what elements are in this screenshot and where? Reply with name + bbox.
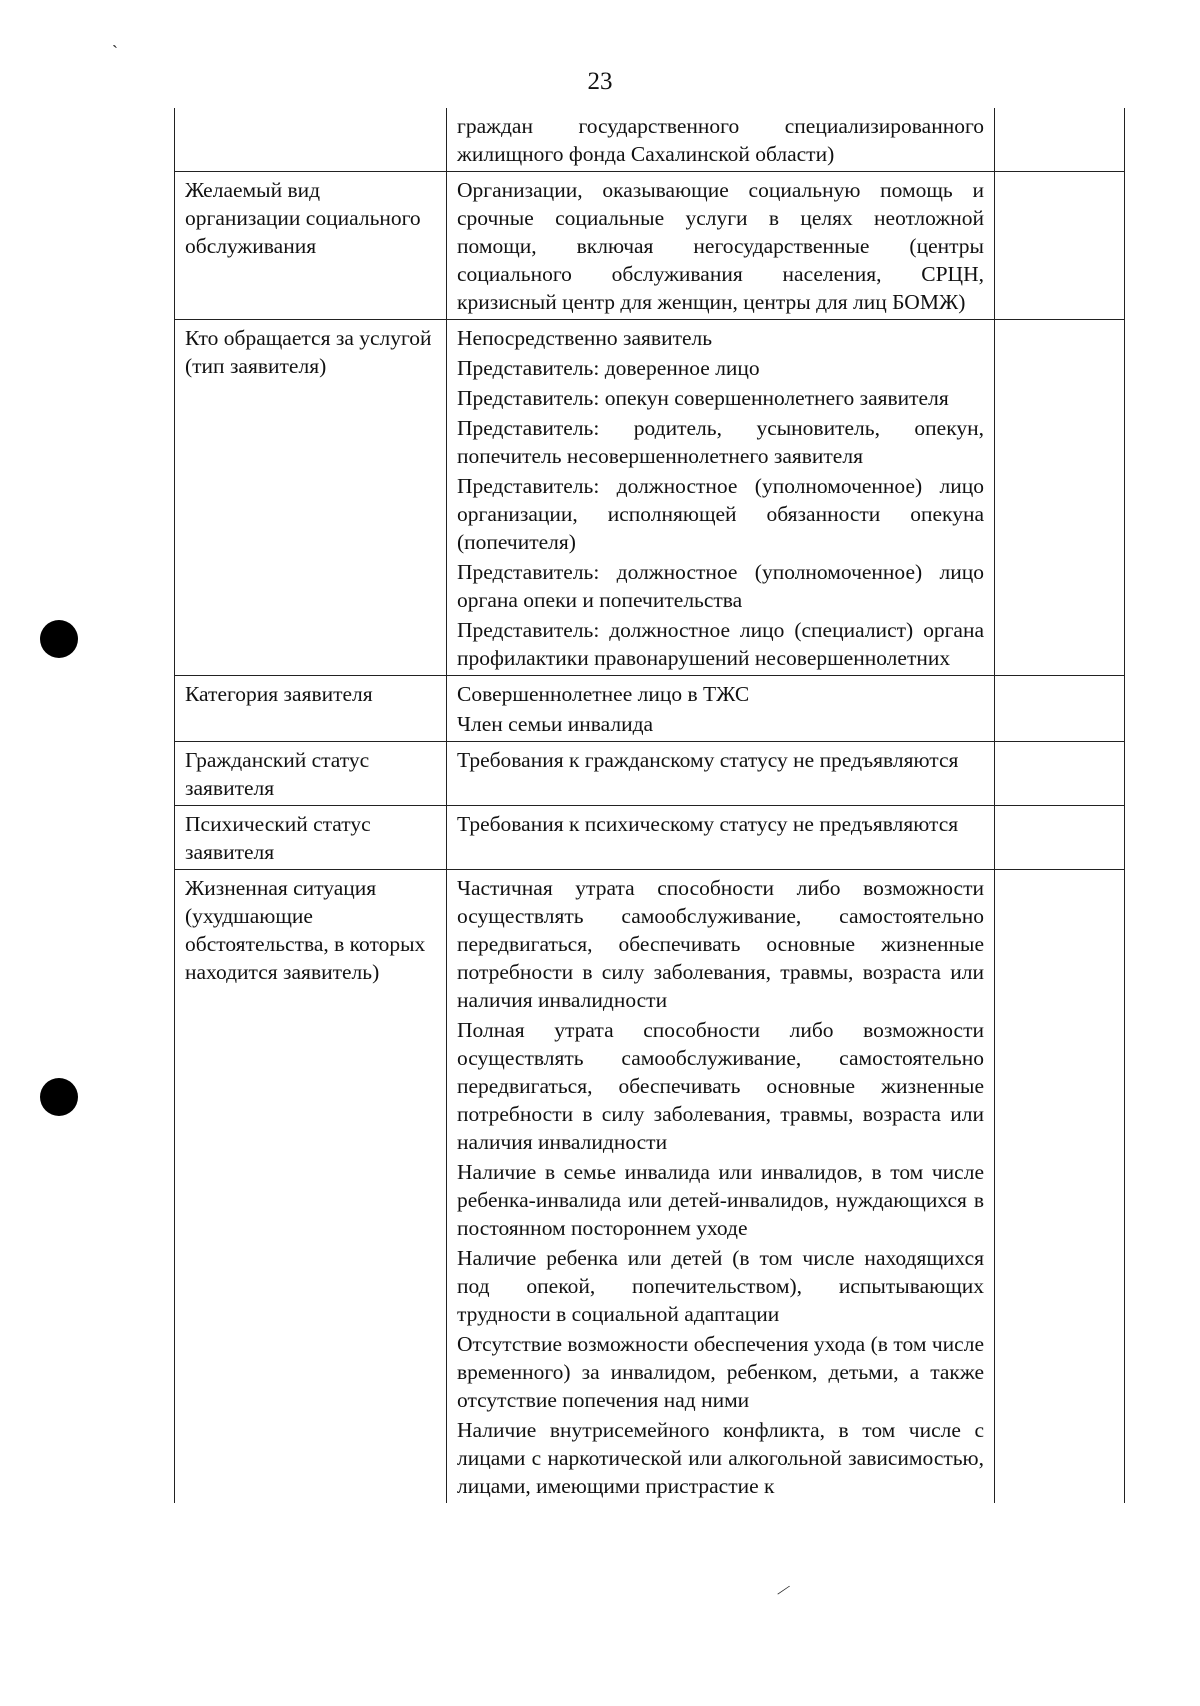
value-item: Требования к гражданскому статусу не предъявляются [457,748,959,772]
value-item: Наличие внутрисемейного конфликта, в том числе с лицами с наркотической или алкогольной зависимостью, лицами, имеющими пристрастие к [457,1418,984,1498]
row-note [995,676,1125,742]
row-note [995,806,1125,870]
value-item: Представитель: должностное (уполномоченное) лицо организации, исполняющей обязанности опекуна (попечителя) [457,474,984,554]
row-note [995,742,1125,806]
value-item: Представитель: доверенное лицо [457,356,760,380]
page-number: 23 [587,68,613,95]
value-item: Совершеннолетнее лицо в ТЖС [457,682,750,706]
row-label [175,108,447,172]
binder-hole-top [40,620,78,658]
value-item: Частичная утрата способности либо возможности осуществлять самообслуживание, самостоятельно передвигаться, обеспечивать основные жизненные потребности в силу заболевания, травмы, возраста или наличия инвалидности [457,876,984,1012]
table-row [175,320,1125,676]
row-values [447,742,995,806]
table-row [175,676,1125,742]
value-item: Непосредственно заявитель [457,326,713,350]
row-note [995,108,1125,172]
row-values [447,806,995,870]
row-values [447,172,995,320]
value-item: Представитель: опекун совершеннолетнего заявителя [457,386,949,410]
value-item: Отсутствие возможности обеспечения ухода (в том числе временного) за инвалидом, ребенком, детьми, а также отсутствие попечения над ними [457,1332,984,1412]
row-note [995,172,1125,320]
row-values [447,108,995,172]
table-row [175,172,1125,320]
value-item: Наличие в семье инвалида или инвалидов, в том числе ребенка-инвалида или детей-инвалидов, нуждающихся в постоянном постороннем уходе [457,1160,984,1240]
row-note [995,320,1125,676]
binder-hole-bottom [40,1078,78,1116]
service-parameters-table [174,108,1125,1503]
value-item: Требования к психическому статусу не предъявляются [457,812,959,836]
table-row [175,870,1125,1504]
table-body [175,108,1125,1503]
row-label: Кто обращается за услугой (тип заявителя) [175,320,447,676]
value-item: Представитель: должностное (уполномоченное) лицо органа опеки и попечительства [457,560,984,612]
table-row [175,742,1125,806]
row-label: Желаемый вид организации социального обслуживания [175,172,447,320]
table-row [175,806,1125,870]
value-item: Член семьи инвалида [457,712,654,736]
value-item: Представитель: родитель, усыновитель, опекун, попечитель несовершеннолетнего заявителя [457,416,984,468]
value-item: Организации, оказывающие социальную помощь и срочные социальные услуги в целях неотложной помощи, включая негосударственные (центры социального обслуживания населения, СРЦН, кризисный центр для женщин, центры для лиц БОМЖ) [457,178,984,314]
table-row [175,108,1125,172]
row-values [447,320,995,676]
row-label: Жизненная ситуация (ухудшающие обстоятельства, в которых находится заявитель) [175,870,447,1504]
pen-mark: ⁄ [778,1580,789,1600]
row-note [995,870,1125,1504]
row-values [447,676,995,742]
value-item: Полная утрата способности либо возможности осуществлять самообслуживание, самостоятельно передвигаться, обеспечивать основные жизненные потребности в силу заболевания, травмы, возраста или наличия инвалидности [457,1018,984,1154]
value-item: граждан государственного специализированного жилищного фонда Сахалинской области) [457,114,984,166]
row-label: Психический статус заявителя [175,806,447,870]
value-item: Представитель: должностное лицо (специалист) органа профилактики правонарушений несовершеннолетних [457,618,984,670]
row-label: Гражданский статус заявителя [175,742,447,806]
row-values [447,870,995,1504]
value-item: Наличие ребенка или детей (в том числе находящихся под опекой, попечительством), испытывающих трудности в социальной адаптации [457,1246,984,1326]
scan-mark: ` [112,42,118,62]
row-label: Категория заявителя [175,676,447,742]
